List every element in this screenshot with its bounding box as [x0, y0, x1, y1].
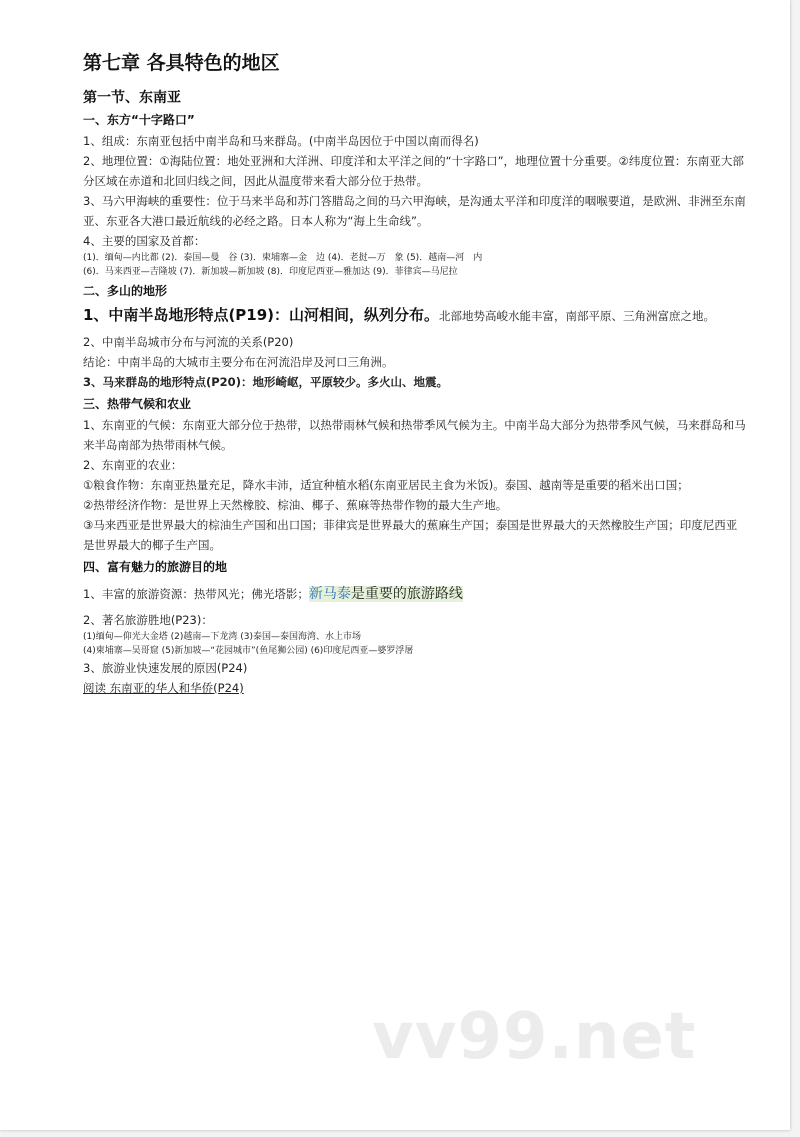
chapter-title: 第七章 各具特色的地区 — [83, 52, 280, 74]
paragraph-tourism-growth: 3、旅游业快速发展的原因(P24) — [83, 661, 248, 675]
paragraph-capitals-heading: 4、主要的国家及首都： — [83, 234, 206, 248]
paragraph-malacca: 3、马六甲海峡的重要性：位于马来半岛和苏门答腊岛之间的马六甲海峡，是沟通太平洋和印度洋的咽喉要道，是欧洲、非洲至东南亚、东亚各大港口最近航线的必经之路。日本人称为“海上生命线”。 — [83, 194, 746, 228]
paragraph-composition: 1、组成：东南亚包括中南半岛和马来群岛。(中南半岛因位于中国以南而得名) — [83, 134, 479, 148]
capitals-line-1: (1)．缅甸—内比都 (2)．泰国—曼 谷 (3)．柬埔寨—金 边 (4)．老挝—万 象 (5)．越南—河 内 — [83, 253, 483, 263]
paragraph-tourism-resources — [83, 584, 748, 604]
terrain-feature-bold: 1、中南半岛地形特点(P19)：山河相间，纵列分布。 — [83, 306, 440, 324]
paragraph-location: 2、地理位置：①海陆位置：地处亚洲和大洋洲、印度洋和太平洋之间的“十字路口”，地理位置十分重要。②纬度位置：东南亚大部分区域在赤道和北回归线之间，因此从温度带来看大部分位于热带。 — [83, 154, 744, 188]
paragraph-malay-archipelago: 3、马来群岛的地形特点(P20)：地形崎岖，平原较少。多火山、地震。 — [83, 375, 448, 389]
section-heading: 第一节、东南亚 — [83, 90, 181, 106]
document-content — [83, 48, 748, 698]
paragraph-climate: 1、东南亚的气候：东南亚大部分位于热带，以热带雨林气候和热带季风气候为主。中南半岛大部分为热带季风气候，马来群岛和马来半岛南部为热带雨林气候。 — [83, 418, 746, 452]
tour-line-1: (1)缅甸—仰光大金塔 (2)越南—下龙湾 (3)泰国—泰国海湾、水上市场 — [83, 632, 361, 642]
xinmatai-text: 新马泰 — [308, 586, 351, 602]
paragraph-producers: ③马来西亚是世界最大的棕油生产国和出口国；菲律宾是世界最大的蕉麻生产国；泰国是世界最大的天然橡胶生产国；印度尼西亚是世界最大的椰子生产国。 — [83, 518, 738, 552]
paragraph-grain: ①粮食作物：东南亚热量充足，降水丰沛，适宜种植水稻(东南亚居民主食为米饭)。泰国、越南等是重要的稻米出口国； — [83, 478, 689, 492]
tourism-route-highlight — [309, 586, 463, 602]
paragraph-reading: 阅读 东南亚的华人和华侨(P24) — [83, 681, 244, 695]
terrain-feature-rest: 北部地势高峻水能丰富，南部平原、三角洲富庶之地。 — [439, 309, 716, 323]
subsection-heading-4: 四、富有魅力的旅游目的地 — [83, 560, 228, 574]
paragraph-agriculture: 2、东南亚的农业： — [83, 458, 183, 472]
paragraph-famous-sites: 2、著名旅游胜地(P23)： — [83, 613, 213, 627]
paragraph-city-river: 2、中南半岛城市分布与河流的关系(P20) — [83, 335, 294, 349]
tourism-route-text: 是重要的旅游路线 — [350, 586, 463, 602]
subsection-heading-2: 二、多山的地形 — [83, 284, 168, 298]
subsection-heading-1: 一、东方“十字路口” — [83, 113, 195, 127]
paragraph-conclusion: 结论：中南半岛的大城市主要分布在河流沿岸及河口三角洲。 — [83, 355, 394, 369]
tourism-resources-text: 1、丰富的旅游资源：热带风光；佛光塔影； — [83, 587, 309, 601]
paragraph-cash-crops: ②热带经济作物：是世界上天然橡胶、棕油、椰子、蕉麻等热带作物的最大生产地。 — [83, 498, 508, 512]
paragraph-terrain — [83, 305, 748, 326]
tour-line-2: (4)柬埔寨—吴哥窟 (5)新加坡—“花园城市”(鱼尾狮公园) (6)印度尼西亚—婆罗浮屠 — [83, 646, 414, 656]
watermark: vv99.net — [372, 1000, 697, 1074]
capitals-line-2: (6)．马来西亚—吉隆坡 (7)．新加坡—新加坡 (8)．印度尼西亚—雅加达 (9)．菲律宾—马尼拉 — [83, 267, 458, 277]
subsection-heading-3: 三、热带气候和农业 — [83, 397, 192, 411]
